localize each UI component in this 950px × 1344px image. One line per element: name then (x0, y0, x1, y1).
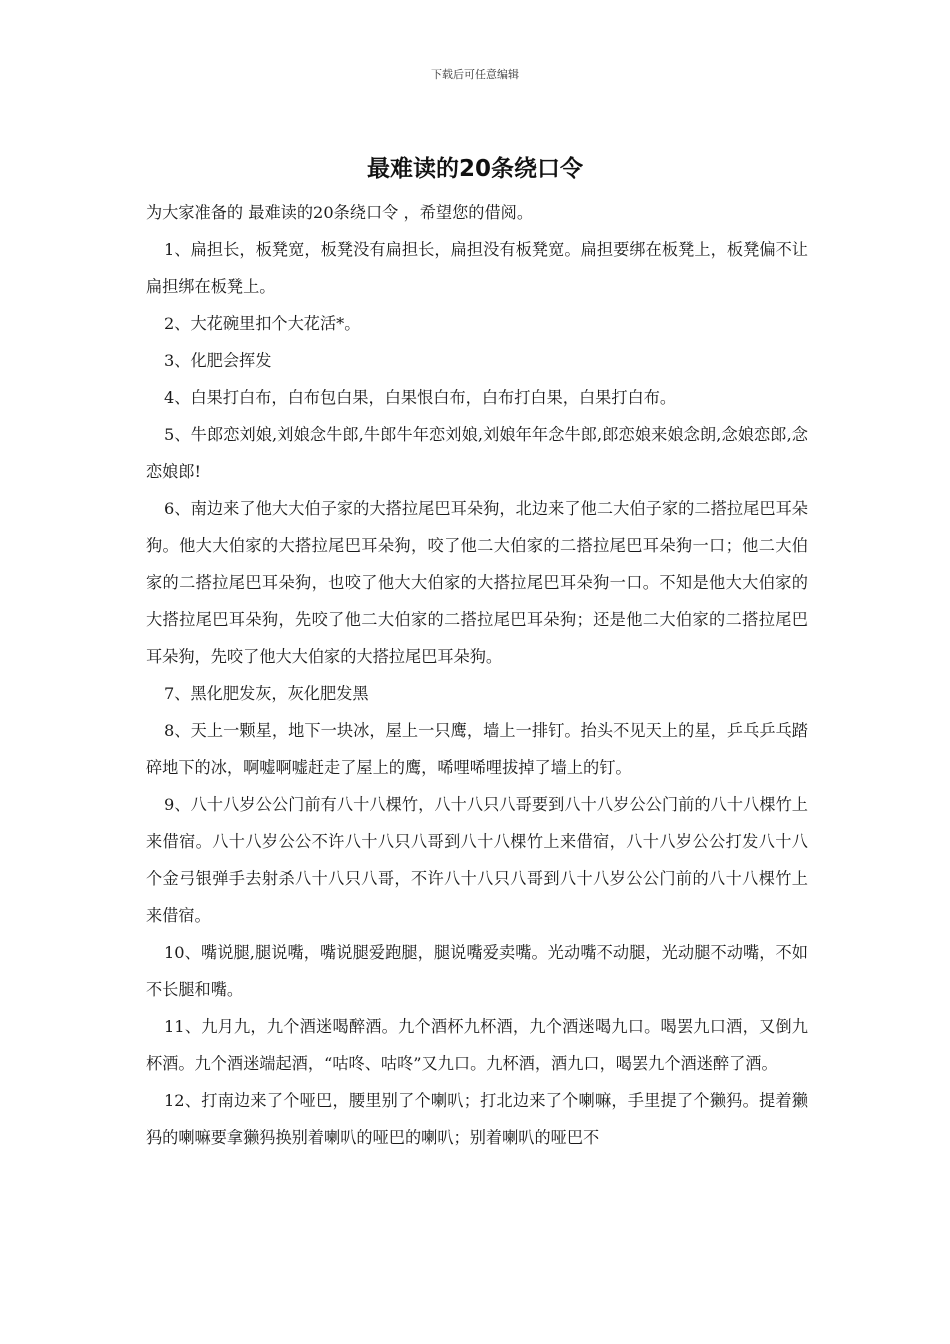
tongue-twister-7: 7、黑化肥发灰，灰化肥发黑 (164, 684, 369, 703)
header-note: 下载后可任意编辑 (431, 68, 519, 81)
intro-paragraph: 为大家准备的 最难读的20条绕口令 ，希望您的借阅。 (146, 203, 534, 222)
tongue-twister-3: 3、化肥会挥发 (164, 351, 272, 370)
document-title: 最难读的20条绕口令 (366, 156, 583, 182)
tongue-twister-1: 1、扁担长，板凳宽，板凳没有扁担长，扁担没有板凳宽。扁担要绑在板凳上，板凳偏不让扁担绑在板凳上。 (146, 240, 808, 296)
tongue-twister-2: 2、大花碗里扣个大花活*。 (164, 314, 361, 333)
tongue-twister-8: 8、天上一颗星，地下一块冰，屋上一只鹰，墙上一排钉。抬头不见天上的星，乒乓乒乓踏碎地下的冰，啊嘘啊嘘赶走了屋上的鹰，唏哩唏哩拔掉了墙上的钉。 (146, 721, 808, 777)
tongue-twister-4: 4、白果打白布，白布包白果，白果恨白布，白布打白果，白果打白布。 (164, 388, 677, 407)
tongue-twister-10: 10、嘴说腿,腿说嘴，嘴说腿爱跑腿，腿说嘴爱卖嘴。光动嘴不动腿，光动腿不动嘴，不如不长腿和嘴。 (146, 943, 808, 999)
tongue-twister-9: 9、八十八岁公公门前有八十八棵竹，八十八只八哥要到八十八岁公公门前的八十八棵竹上来借宿。八十八岁公公不许八十八只八哥到八十八棵竹上来借宿，八十八岁公公打发八十八个金弓银弹手去射杀八十八只八哥，不许八十八只八哥到八十八岁公公门前的八十八棵竹上来借宿。 (146, 795, 808, 925)
tongue-twister-11: 11、九月九，九个酒迷喝醉酒。九个酒杯九杯酒，九个酒迷喝九口。喝罢九口酒，又倒九杯酒。九个酒迷端起酒，“咕咚、咕咚”又九口。九杯酒，酒九口，喝罢九个酒迷醉了酒。 (146, 1017, 808, 1073)
tongue-twister-12: 12、打南边来了个哑巴，腰里别了个喇叭；打北边来了个喇嘛，手里提了个獭犸。提着獭犸的喇嘛要拿獭犸换别着喇叭的哑巴的喇叭；别着喇叭的哑巴不 (146, 1091, 808, 1147)
tongue-twister-6: 6、南边来了他大大伯子家的大搭拉尾巴耳朵狗，北边来了他二大伯子家的二搭拉尾巴耳朵狗。他大大伯家的大搭拉尾巴耳朵狗，咬了他二大伯家的二搭拉尾巴耳朵狗一口；他二大伯家的二搭拉尾巴耳朵狗，也咬了他大大伯家的大搭拉尾巴耳朵狗一口。不知是他大大伯家的大搭拉尾巴耳朵狗，先咬了他二大伯家的二搭拉尾巴耳朵狗；还是他二大伯家的二搭拉尾巴耳朵狗，先咬了他大大伯家的大搭拉尾巴耳朵狗。 (146, 499, 808, 666)
document-body (146, 194, 808, 1156)
tongue-twister-5: 5、牛郎恋刘娘,刘娘念牛郎,牛郎牛年恋刘娘,刘娘年年念牛郎,郎恋娘来娘念朗,念娘恋郎,念恋娘郎! (146, 425, 808, 481)
